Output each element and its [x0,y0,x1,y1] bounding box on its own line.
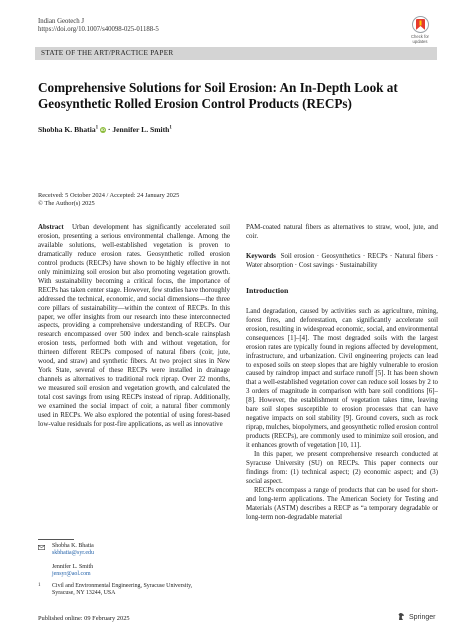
intro-paragraph-1: Land degradation, caused by activities such as agriculture, mining, forest fires, and deforestation, can significantly accelerate soil erosion, resulting in widespread economic, social, and environmental consequences [1]–[4]. The most degraded soils with the largest erosion rates are typically found in regions affected by development, infrastructure, and urbanization. Civil engineering projects can lead to exposed soils on steep slopes that are highly vulnerable to erosion caused by raindrop impact and surface runoff [5]. It has been shown that a well-established vegetation cover can reduce soil losses by 2 to 3 orders of magnitude in comparison with bare soil conditions [6]–[8]. However, the establishment of vegetation takes time, leaving bare soil slopes susceptible to erosion processes that can have negative impacts on soil stability [9]. Ground covers, such as rock riprap, mulches, biopolymers, and geosynthetic rolled erosion control products (RECPs), are commonly used to minimize soil erosion, and it enhances growth of vegetation [10, 11]. [246,307,438,450]
check-label-2: updates [412,39,428,44]
copyright: © The Author(s) 2025 [38,200,95,208]
author-1[interactable]: Shobha K. Bhatia [38,125,96,134]
abstract-text: Urban development has significantly accelerated soil erosion, presenting a serious environmental challenge. Among the available solutions, well-established vegetation is proven to dramatically reduce erosion rates. Geosynthetic rolled erosion control products (RECPs) have shown to be highly effective in not only minimizing soil erosion but also promoting vegetation growth. With sustainability becoming a critical focus, the importance of RECPs has taken center stage. However, few studies have thoroughly addressed the technical, economic, and social dimensions—the three core pillars of sustainability—within the context of RECPs. In this paper, we offer insights from our research into these interconnected aspects, providing a comprehensive understanding of RECPs. Our research encompassed over 500 index and bench-scale rainsplash erosion tests, performed both with and without vegetation, for thirteen different RECPs composed of natural fibers (coir, jute, wood, and straw) and synthetic fibers. At two project sites in New York State, several of these RECPs were installed in drainage channels as alternatives to traditional rock riprap. Over 22 months, we measured soil erosion and vegetation growth, and calculated the total cost savings from using RECPs instead of riprap. Additionally, we examined the social impact of coir, a natural fiber commonly used in RECPs. We also explored the potential of using forest-based low-value residuals for post-fire applications, as well as innovative [38,224,230,428]
right-column [246,224,438,523]
publisher-name: Springer [409,614,436,621]
affiliation-number: 1 [38,582,41,588]
springer-horse-icon [397,612,406,623]
footnote-author-1: Shobha K. Bhatia [52,543,94,549]
author-list [38,125,172,134]
affiliation-line-2: Syracuse, NY 13244, USA [52,590,116,597]
check-label-1: Check for [411,34,429,39]
article-type-banner: STATE OF THE ART/PRACTICE PAPER [35,47,437,60]
crossmark-icon [412,16,429,33]
published-online: Published online: 09 February 2025 [38,615,130,622]
affiliation-line-1: Civil and Environmental Engineering, Syracuse University, [52,583,193,589]
footnote-rule [38,539,74,540]
author-2-affil: 1 [169,125,172,131]
orcid-icon[interactable]: iD [101,127,106,132]
article-dates [38,192,179,208]
abstract-continued: PAM-coated natural fibers as alternatives to straw, wool, jute, and coir. [246,224,438,240]
intro-paragraph-2: In this paper, we present comprehensive research conducted at Syracuse University (SU) on RECPs. This paper connects our findings from: (1) technical aspect; (2) economic aspect; and (3) social aspect. [246,451,438,485]
author-separator: · [106,125,113,134]
journal-name: Indian Geotech J [38,18,85,25]
received-accepted: Received: 5 October 2024 / Accepted: 24 January 2025 [38,192,180,199]
author-2[interactable]: Jennifer L. Smith [112,125,170,134]
introduction-heading: Introduction [246,285,289,295]
intro-paragraph-3: RECPs encompass a range of products that can be used for short- and long-term applications. The American Society for Testing and Materials (ASTM) describes a RECP as “a temporary degradable or long-term non-degradable material [246,486,438,521]
envelope-icon [38,545,45,553]
doi-link[interactable]: https://doi.org/10.1007/s40098-025-01188-5 [38,26,159,34]
keywords-label: Keywords [246,252,276,260]
author-1-affil: 1 [95,125,99,131]
article-title: Comprehensive Solutions for Soil Erosion: An In-Depth Look at Geosynthetic Rolled Erosion Control Products (RECPs) [38,80,398,111]
footnote-email-2[interactable]: jensyr@aol.com [52,571,91,578]
footnote-author-2: Jennifer L. Smith [52,563,94,570]
abstract [38,224,230,430]
keywords-text: Soil erosion · Geosynthetics · RECPs · Natural fibers · Water absorption · Cost savings · Sustainability [246,252,438,269]
corresponding-authors [52,543,94,579]
publisher-logo [397,612,435,623]
left-column [38,224,230,430]
affiliation [52,583,192,598]
check-for-updates-badge[interactable] [404,16,436,44]
journal-header [38,18,159,35]
abstract-label: Abstract [38,224,64,231]
footnote-email-1[interactable]: skbhatia@syr.edu [52,550,94,557]
keywords [246,253,438,271]
